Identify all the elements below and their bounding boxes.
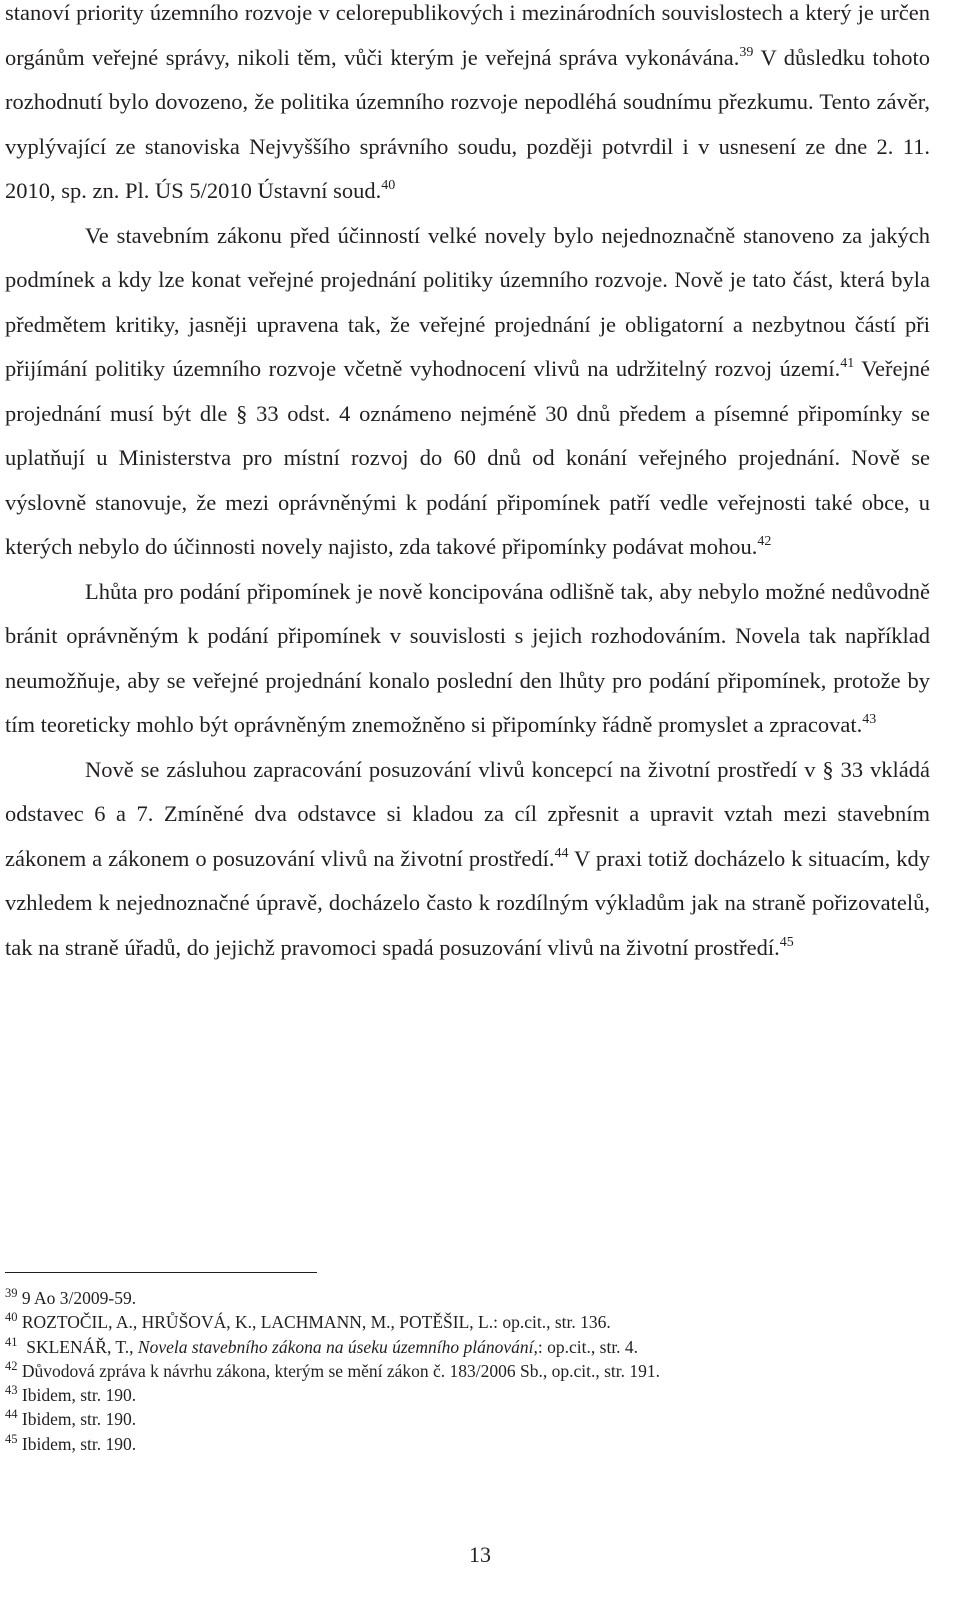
footnote-40 bbox=[5, 1310, 930, 1334]
page-number: 13 bbox=[469, 1542, 491, 1567]
footnote-42 bbox=[5, 1359, 930, 1383]
footnote-text: SKLENÁŘ, T., bbox=[17, 1336, 138, 1357]
footnote-number: 44 bbox=[5, 1407, 18, 1422]
footnote-text: 9 Ao 3/2009-59. bbox=[17, 1288, 137, 1308]
footnote-text: ,: op.cit., str. 4. bbox=[533, 1336, 639, 1357]
paragraph-text: stanoví priority územního rozvoje v celorepublikových i mezinárodních souvislostech a který je určen orgánům veřejné správy, nikoli těm, vůči kterým je veřejná správa vykonávána. bbox=[5, 0, 930, 70]
paragraph-text: Ve stavebním zákonu před účinností velké novely bylo nejednoznačně stanoveno za jakých podmínek a kdy lze konat veřejné projednání politiky územního rozvoje. Nově je tato část, která byla předmětem kritiky, jasněji upravena tak, že veřejné projednání je obligatorní a nezbytnou částí při přijímání politiky územního rozvoje včetně vyhodnocení vlivů na udržitelný rozvoj území. bbox=[5, 222, 930, 381]
footnote-number: 39 bbox=[5, 1286, 18, 1300]
footnote-43 bbox=[5, 1383, 930, 1407]
footnote-number: 42 bbox=[5, 1358, 18, 1373]
footnote-text: Ibidem, str. 190. bbox=[17, 1409, 137, 1430]
paragraph-text: Lhůta pro podání připomínek je nově koncipována odlišně tak, aby nebylo možné nedůvodně bránit oprávněným k podání připomínek v souvislosti s jejich rozhodováním. Novela tak například neumožňuje, aby se veřejné projednání konalo poslední den lhůty pro podání připomínek, protože by tím teoreticky mohlo být oprávněným znemožněno si připomínky řádně promyslet a zpracovat. bbox=[5, 578, 930, 737]
footnote-ref-39: 39 bbox=[739, 44, 754, 60]
paragraph-4 bbox=[5, 748, 930, 971]
footnote-separator bbox=[5, 1272, 317, 1273]
footnote-45 bbox=[5, 1432, 930, 1456]
footnote-text: Důvodová zpráva k návrhu zákona, kterým se mění zákon č. 183/2006 Sb., op.cit., str. 191. bbox=[17, 1360, 660, 1381]
footnote-title: Novela stavebního zákona na úseku územního plánování bbox=[137, 1336, 534, 1357]
footnote-ref-44: 44 bbox=[554, 845, 569, 861]
paragraph-text: Veřejné projednání musí být dle § 33 odst. 4 oznámeno nejméně 30 dnů předem a písemné připomínky se uplatňují u Ministerstva pro místní rozvoj do 60 dnů od konání veřejného projednání. Nově se výslovně stanovuje, že mezi oprávněnými k podání připomínek patří vedle veřejnosti také obce, u kterých nebylo do účinnosti novely najisto, zda takové připomínky podávat mohou. bbox=[5, 356, 930, 559]
footnote-ref-41: 41 bbox=[840, 356, 855, 371]
paragraph-text: V praxi totiž docházelo k situacím, kdy vzhledem k nejednoznačné úpravě, docházelo často k rozdílným výkladům jak na straně pořizovatelů, tak na straně úřadů, do jejichž pravomoci spadá posuzování vlivů na životní prostředí. bbox=[5, 845, 930, 960]
footnote-ref-40: 40 bbox=[381, 178, 396, 193]
footnote-text: Ibidem, str. 190. bbox=[17, 1385, 137, 1406]
paragraph-3 bbox=[5, 570, 930, 748]
footnote-ref-42: 42 bbox=[757, 534, 772, 549]
footnote-ref-43: 43 bbox=[862, 712, 877, 727]
footnote-number: 43 bbox=[5, 1383, 18, 1398]
footnotes bbox=[5, 1286, 930, 1456]
footnote-number: 40 bbox=[5, 1310, 18, 1325]
footnote-39 bbox=[5, 1286, 930, 1310]
paragraph-text: Nově se zásluhou zapracování posuzování vlivů koncepcí na životní prostředí v § 33 vkládá odstavec 6 a 7. Zmíněné dva odstavce si kladou za cíl zpřesnit a upravit vztah mezi stavebním zákonem a zákonem o posuzování vlivů na životní prostředí. bbox=[5, 756, 930, 871]
footnote-text: Ibidem, str. 190. bbox=[17, 1433, 137, 1454]
paragraph-1 bbox=[5, 0, 930, 214]
footnote-text: ROZTOČIL, A., HRŮŠOVÁ, K., LACHMANN, M., POTĚŠIL, L.: op.cit., str. 136. bbox=[17, 1312, 611, 1333]
paragraph-2 bbox=[5, 214, 930, 570]
footnote-ref-45: 45 bbox=[779, 934, 794, 950]
footnote-41 bbox=[5, 1335, 930, 1359]
footnote-44 bbox=[5, 1407, 930, 1431]
body-text bbox=[5, 0, 930, 970]
footnote-number: 41 bbox=[5, 1334, 18, 1349]
footnote-number: 45 bbox=[5, 1431, 18, 1446]
paragraph-text: V důsledku tohoto rozhodnutí bylo dovozeno, že politika územního rozvoje nepodléhá soudnímu přezkumu. Tento závěr, vyplývající ze stanoviska Nejvyššího správního soudu, později potvrdil i v usnesení ze dne 2. 11. 2010, sp. zn. Pl. ÚS 5/2010 Ústavní soud. bbox=[5, 44, 930, 203]
